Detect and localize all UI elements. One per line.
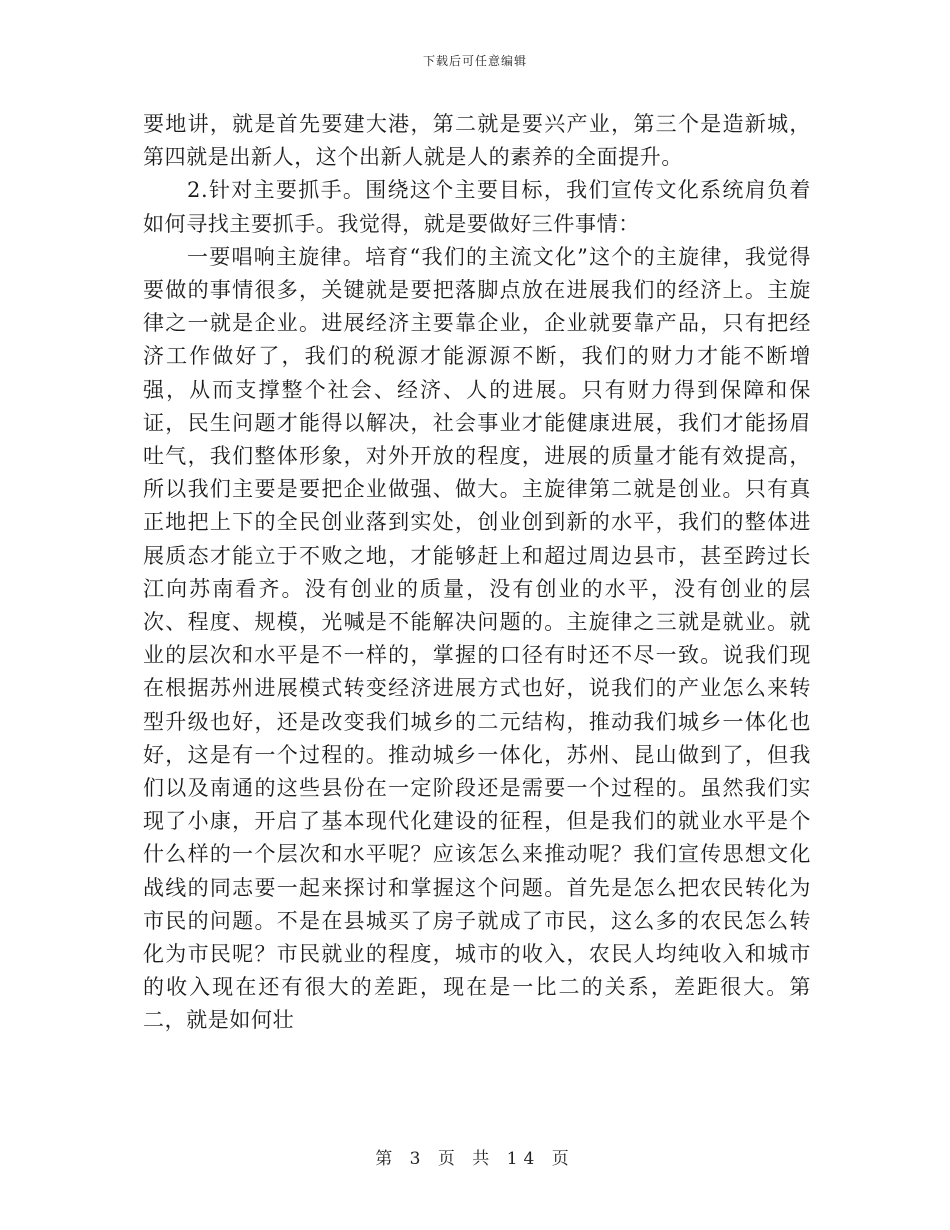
page-header: 下载后可任意编辑 bbox=[422, 54, 527, 68]
page-footer: 第 3 页 共 14 页 bbox=[375, 1149, 575, 1169]
paragraph-2: 2.针对主要抓手。围绕这个主要目标，我们宣传文化系统肩负着如何寻找主要抓手。我觉得，就是要做好三件事情： bbox=[143, 178, 811, 236]
paragraph-1: 要地讲，就是首先要建大港，第二就是要兴产业，第三个是造新城，第四就是出新人，这个出新人就是人的素养的全面提升。 bbox=[143, 112, 811, 170]
paragraph-3: 一要唱响主旋律。培育“我们的主流文化”这个的主旋律，我觉得要做的事情很多，关键就是要把落脚点放在进展我们的经济上。主旋律之一就是企业。进展经济主要靠企业，企业就要靠产品，只有把经济工作做好了，我们的税源才能源源不断，我们的财力才能不断增强，从而支撑整个社会、经济、人的进展。只有财力得到保障和保证，民生问题才能得以解决，社会事业才能健康进展，我们才能扬眉吐气，我们整体形象，对外开放的程度，进展的质量才能有效提高，所以我们主要是要把企业做强、做大。主旋律第二就是创业。只有真正地把上下的全民创业落到实处，创业创到新的水平，我们的整体进展质态才能立于不败之地，才能够赶上和超过周边县市，甚至跨过长江向苏南看齐。没有创业的质量，没有创业的水平，没有创业的层次、程度、规模，光喊是不能解决问题的。主旋律之三就是就业。就业的层次和水平是不一样的，掌握的口径有时还不尽一致。说我们现在根据苏州进展模式转变经济进展方式也好，说我们的产业怎么来转型升级也好，还是改变我们城乡的二元结构，推动我们城乡一体化也好，这是有一个过程的。推动城乡一体化，苏州、昆山做到了，但我们以及南通的这些县份在一定阶段还是需要一个过程的。虽然我们实现了小康，开启了基本现代化建设的征程，但是我们的就业水平是个什么样的一个层次和水平呢？应该怎么来推动呢？我们宣传思想文化战线的同志要一起来探讨和掌握这个问题。首先是怎么把农民转化为市民的问题。不是在县城买了房子就成了市民，这么多的农民怎么转化为市民呢？市民就业的程度，城市的收入，农民人均纯收入和城市的收入现在还有很大的差距，现在是一比二的关系，差距很大。第二，就是如何壮 bbox=[143, 244, 811, 1033]
document-body bbox=[143, 108, 811, 1038]
